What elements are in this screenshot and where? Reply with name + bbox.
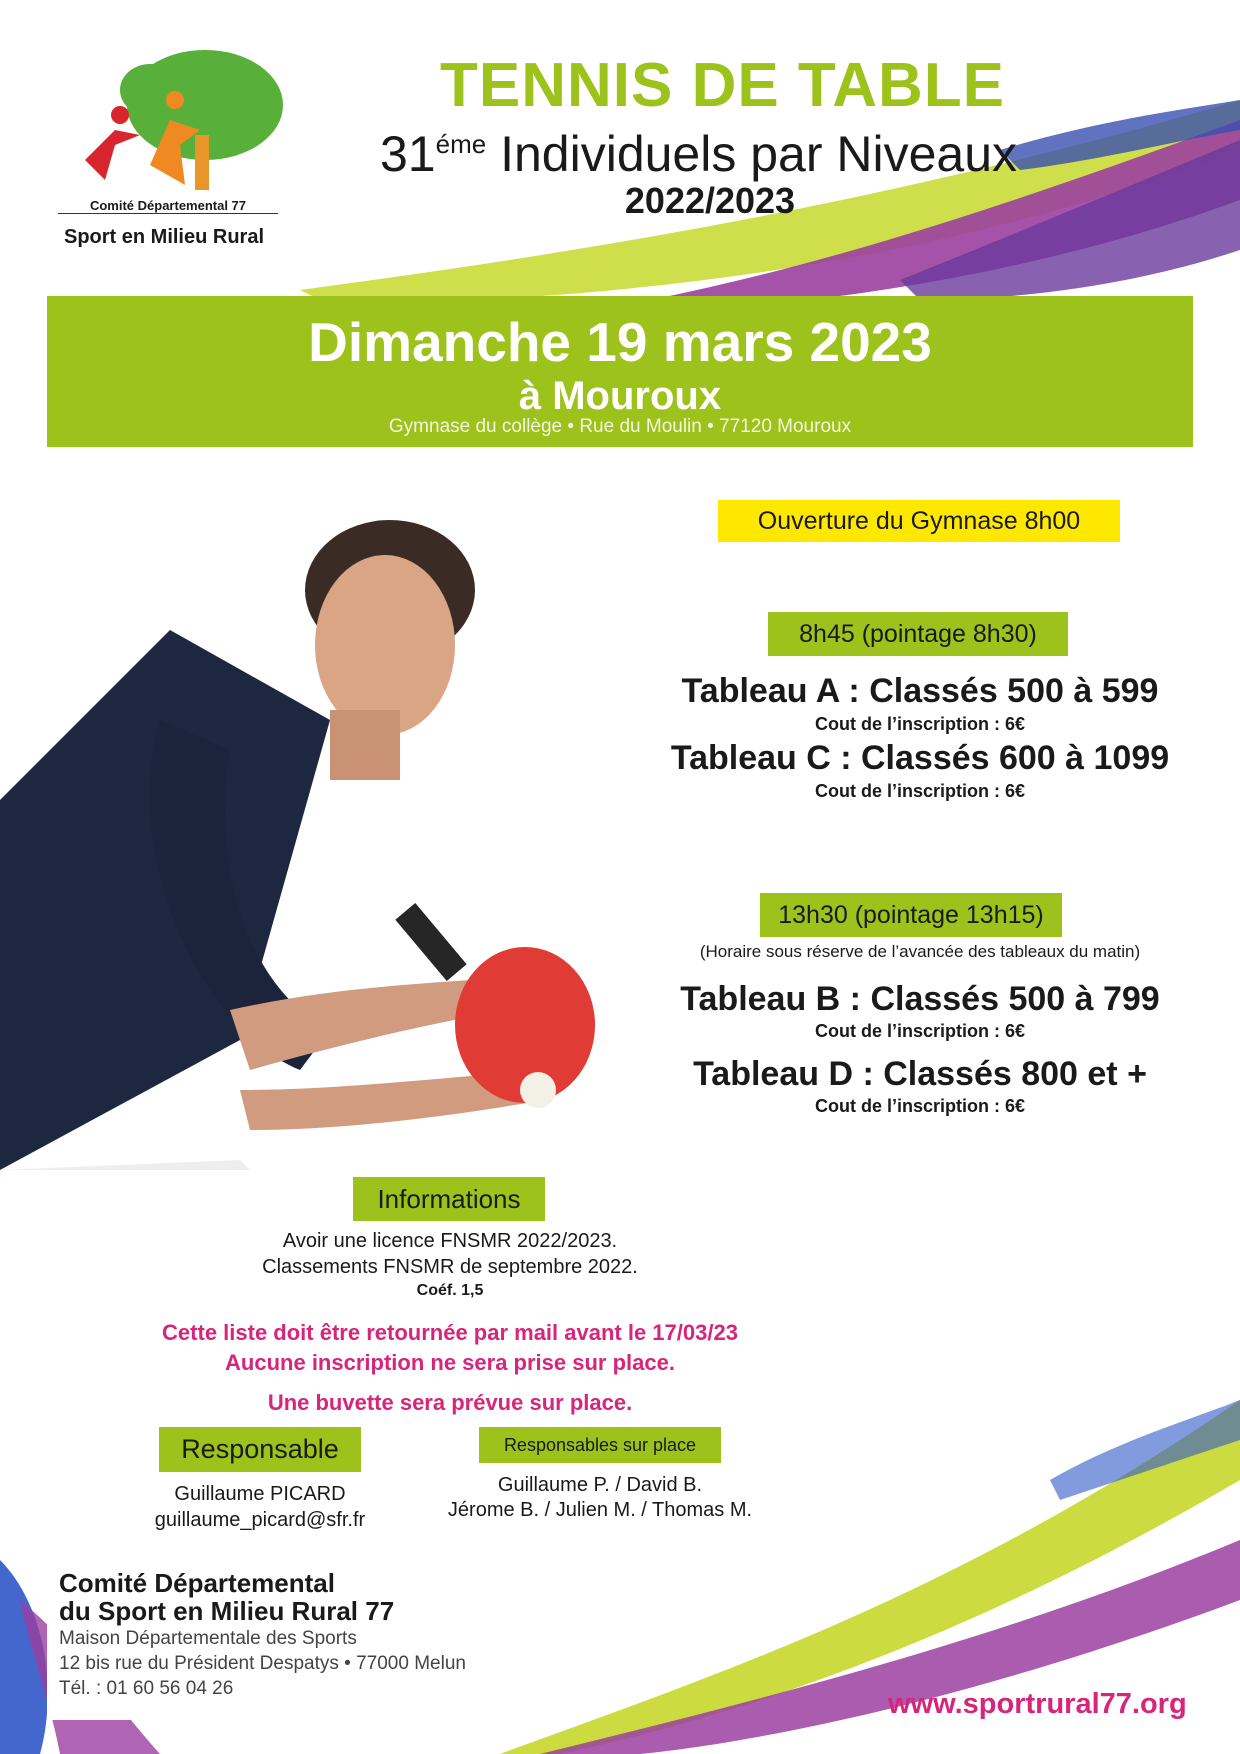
event-date: Dimanche 19 mars 2023: [308, 311, 932, 373]
footer-address-2: 12 bis rue du Président Despatys • 77000 Melun: [59, 1653, 466, 1674]
footer-org-line1: Comité Départemental: [59, 1568, 335, 1598]
tableau-a-cost: Cout de l’inscription : 6€: [814, 714, 1025, 734]
responsable-tag: Responsable: [159, 1427, 361, 1472]
info-tag: Informations: [353, 1177, 545, 1221]
edition-text: Individuels par Niveaux: [486, 126, 1018, 182]
event-address: Gymnase du collège • Rue du Moulin • 77120 Mouroux: [388, 416, 852, 437]
tableau-b-cost: Cout de l’inscription : 6€: [814, 1021, 1025, 1041]
event-edition: [380, 125, 1100, 183]
responsable-name: Guillaume PICARD: [174, 1483, 346, 1505]
info-line-2: Classements FNSMR de septembre 2022.: [262, 1256, 638, 1278]
onsite-line-1: Guillaume P. / David B.: [497, 1474, 703, 1496]
warning-deadline: Cette liste doit être retournée par mail avant le 17/03/23: [162, 1320, 738, 1345]
tableau-c-title: Tableau C : Classés 600 à 1099: [670, 739, 1170, 777]
onsite-line-2: Jérome B. / Julien M. / Thomas M.: [447, 1499, 753, 1521]
edition-number: 31: [380, 126, 436, 182]
footer-phone: Tél. : 01 60 56 04 26: [59, 1678, 234, 1699]
afternoon-time-tag: 13h30 (pointage 13h15): [760, 893, 1062, 937]
footer-address-1: Maison Départementale des Sports: [59, 1628, 357, 1649]
buvette-notice: Une buvette sera prévue sur place.: [267, 1390, 633, 1415]
website-link[interactable]: www.sportrural77.org: [888, 1688, 1187, 1720]
onsite-responsables-tag: Responsables sur place: [479, 1427, 721, 1463]
afternoon-note: (Horaire sous réserve de l’avancée des tableaux du matin): [699, 942, 1141, 961]
opening-time-tag: Ouverture du Gymnase 8h00: [718, 500, 1120, 542]
event-place: à Mouroux: [518, 374, 722, 418]
tableau-b-title: Tableau B : Classés 500 à 799: [680, 980, 1160, 1018]
tableau-d-cost: Cout de l’inscription : 6€: [814, 1096, 1025, 1116]
warning-no-onsite: Aucune inscription ne sera prise sur place.: [225, 1350, 675, 1375]
responsable-email[interactable]: guillaume_picard@sfr.fr: [154, 1509, 366, 1531]
logo-line2: Sport en Milieu Rural: [63, 226, 265, 248]
date-banner: [47, 296, 1193, 447]
info-line-1: Avoir une licence FNSMR 2022/2023.: [282, 1230, 618, 1252]
info-coef: Coéf. 1,5: [416, 1282, 484, 1299]
footer-org-line2: du Sport en Milieu Rural 77: [59, 1596, 395, 1626]
logo-line1: Comité Départemental 77: [58, 198, 278, 214]
event-season: 2022/2023: [624, 180, 796, 221]
tableau-c-cost: Cout de l’inscription : 6€: [814, 781, 1025, 801]
morning-time-tag: 8h45 (pointage 8h30): [768, 612, 1068, 656]
tableau-d-title: Tableau D : Classés 800 et +: [693, 1055, 1147, 1093]
player-illustration: [0, 470, 620, 1170]
logo-illustration: [55, 45, 295, 195]
event-title: TENNIS DE TABLE: [440, 51, 1005, 120]
edition-suffix: éme: [435, 129, 487, 159]
tableau-a-title: Tableau A : Classés 500 à 599: [681, 672, 1159, 710]
